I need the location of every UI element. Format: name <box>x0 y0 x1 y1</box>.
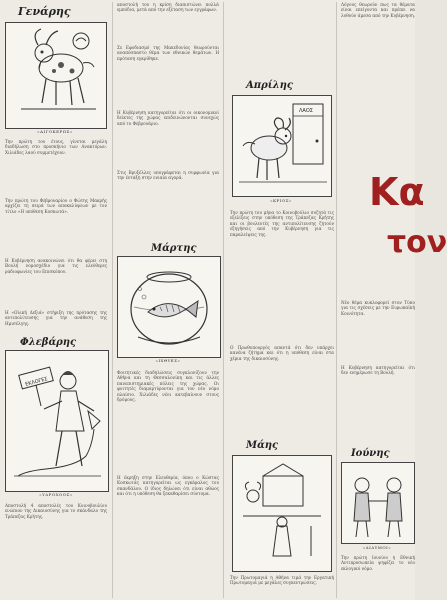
caption-pisces: «ΙΧΘΥΕΣ» <box>155 358 181 363</box>
caption-aquarius: «ΥΔΡΟΧΟΟΣ» <box>39 492 73 497</box>
caption-aries: «ΚΡΙΟΣ» <box>270 198 292 203</box>
column-1 <box>0 0 112 600</box>
gemini-illustration <box>341 462 415 544</box>
aries-door-sign: ΛΑΟΣ <box>299 108 313 114</box>
capricorn-goat-drawing <box>6 23 106 128</box>
caption-gemini: «ΔΙΔΥΜΟΙ» <box>362 545 392 550</box>
article-text-march-4: Φοιτητικές διαδηλώσεις συγκλονίζουν την Αθήνα και τη Θεσσαλονίκη και τις άλλες πανεπιστημιακές πόλεις της χώρας. Οι φοιτητές διαμαρτύρονται για τον νέο νόμο πλαίσιο. Χιλιάδες νέοι κατεβαίνουν στους δρόμους. <box>117 370 219 403</box>
pisces-illustration <box>117 256 221 358</box>
taurus-drawing <box>233 456 331 571</box>
article-text-january-3: Η Κυβέρνηση ανακοινώνει ότι θα φέρει στη Βουλή νομοσχέδιο για τις ελεύθερες ραδιοφωνίες του Επισκόπου. <box>5 258 107 274</box>
article-text-january-1: Την πρώτη του έτους, γίνεται μεγάλη διαδήλωση στο προσκήνιο των Ανακτόρων. Χιλιάδες λαού συμμετέχουν. <box>5 139 107 155</box>
article-text-march-2: Η Κυβέρνηση κατηγορείται ότι οι οικονομικοί δείκτες της χώρας επιδεινώνονται συνεχώς από το Φεβρουάριο. <box>117 110 219 126</box>
headline-fragment-top: Κα <box>369 170 425 214</box>
article-text-march-1: Σε Εφοδιασμό της Μακεδονίας θεωρούνται αναπόσπαστο θέμα των εθνικών θεμάτων. Η πρόταση εγκρίθηκε. <box>117 45 219 61</box>
article-text-january-2: Την πρώτη του Φεβρουαρίου ο Φώτης Μακρής αρχίζει τη σειρά των αποκαλύψεων με τον τίτλο «Η υπόθεση Κοσκωτά». <box>5 198 107 214</box>
month-heading-june: Ιούνης <box>351 448 390 459</box>
month-heading-may: Μάης <box>246 440 279 451</box>
aquarius-sign-text: ΕΚΛΟΓΕΣ <box>24 376 49 388</box>
aries-ram-drawing <box>233 96 331 196</box>
article-text-april-1: Την πρώτη του μήνα το Κοινοβούλιο συζητά τις εξελίξεις στην υπόθεση της Τράπεζας Κρήτης και οι βουλευτές της αντιπολίτευσης ζητούν εξηγήσεις από την Κυβέρνηση για τις παραλείψεις της. <box>230 210 334 237</box>
fishbowl-drawing <box>118 257 220 357</box>
gemini-twins-drawing <box>342 463 414 543</box>
taurus-illustration <box>232 455 332 572</box>
column-2 <box>113 0 223 600</box>
article-text-col4-4: Την πρώτη Ιουνίου η Εθνική Αντιπροσωπεία ψηφίζει το νέο εκλογικό νόμο. <box>341 555 415 571</box>
article-text-col4-2: Νέο θέμα κυκλοφορεί στον Τύπο για τις σχέσεις με την Ευρωπαϊκή Κοινότητα. <box>341 300 415 316</box>
month-heading-march: Μάρτης <box>151 243 197 254</box>
caption-capricorn: «ΑΙΓΟΚΕΡΩΣ» <box>37 129 73 134</box>
column-4 <box>337 0 447 600</box>
article-text-may-1: Την Πρωτομαγιά η Αθήνα τιμά την Εργατική Πρωτομαγιά με μεγάλες συγκεντρώσεις. <box>230 575 334 586</box>
column-3 <box>224 0 336 600</box>
capricorn-illustration <box>5 22 107 129</box>
aquarius-figure-drawing <box>6 351 108 491</box>
article-text-march-3: Στις Βρυξέλλες υπογράφεται η συμφωνία για την ένταξη στην ενιαία αγορά. <box>117 170 219 181</box>
aries-illustration <box>232 95 332 197</box>
article-text-february-1: Αποστολή 4 αποστολές του Κοινοβουλίου ενώπιον της Δικαιοσύνης για το σκάνδαλο της Τράπεζας Κρήτης. <box>5 503 107 519</box>
month-heading-april: Απρίλης <box>246 80 293 91</box>
month-heading-february: Φλεβάρης <box>20 337 77 348</box>
article-text-march-top: αποστολή του η κρίση διαπιστώνει πολλά εμπόδια, μετά από την εξέταση των εγγράφων. <box>117 2 219 13</box>
article-text-march-5: Η έκρηξη στην Ελευθερία, όπου ο Κώστας Κοσκωτάς κατηγορείται ως εγκέφαλος του σκανδάλου. Ο ίδιος δηλώνει ότι είναι αθώος και ότι η υπόθεση θα ξεκαθαρίσει σύντομα. <box>117 475 219 497</box>
headline-fragment-bottom: τον <box>387 225 447 260</box>
article-text-april-2: Ο Πρωθυπουργός απαντά ότι δεν υπάρχει κανένα ζήτημα και ότι η υπόθεση είναι στα χέρια της δικαιοσύνης. <box>230 345 334 361</box>
month-heading-january: Γενάρης <box>18 5 71 18</box>
aquarius-illustration <box>5 350 109 492</box>
article-text-col4-3: Η Κυβέρνηση κατηγορείται ότι δεν ενημέρωσε τη Βουλή. <box>341 365 415 376</box>
article-text-col4-1: Λόγους θεωρούν πως τα θέματα είναι επείγοντα και πρέπει να λυθούν άμεσα από την Κυβέρνηση. <box>341 2 416 18</box>
article-text-january-4: Η «Ολική Δεξιά» στήριξη της πρότασης της αντιπολίτευσης για την ανάθεση της Ημισέλγης. <box>5 310 107 326</box>
